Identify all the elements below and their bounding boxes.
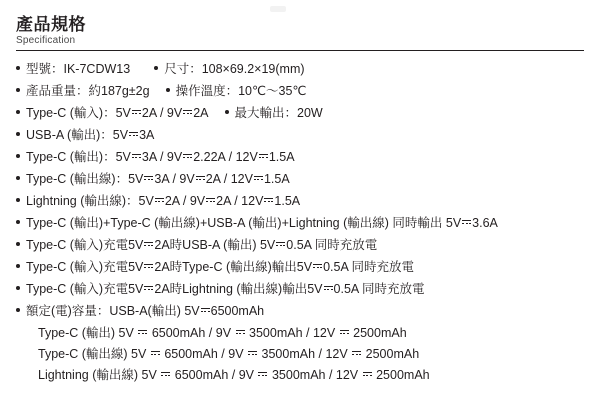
spec-text: 2A / 12V: [216, 194, 264, 208]
spec-text: Type-C (輸出線)：5V: [26, 172, 144, 186]
bullet-icon: [16, 66, 20, 70]
spec-text: 2A: [193, 106, 209, 120]
list-item: [16, 303, 264, 319]
spec-text: 3A: [139, 128, 155, 142]
spec-row: [16, 259, 584, 275]
spec-text: 2.22A / 12V: [193, 150, 258, 164]
spec-text: 0.5A 同時充放電: [333, 282, 425, 296]
dc-symbol-icon: [259, 150, 268, 161]
spec-text: 型號：IK-7CDW13: [26, 62, 131, 76]
dc-symbol-icon: [276, 238, 285, 249]
list-item: [16, 149, 295, 165]
spec-text: 3500mAh / 12V: [261, 347, 348, 361]
dc-symbol-icon: [151, 347, 160, 358]
list-item: [16, 193, 300, 209]
capacity-row: [16, 346, 584, 362]
list-item: [16, 83, 150, 99]
spec-text: 產品重量：約187g±2g: [26, 84, 150, 98]
dc-symbol-icon: [144, 260, 153, 271]
spec-text: 3500mAh / 12V: [249, 326, 336, 340]
spec-row: [16, 193, 584, 209]
list-item: [16, 171, 290, 187]
list-item: [16, 281, 425, 297]
dc-symbol-icon: [324, 282, 333, 293]
dc-symbol-icon: [144, 238, 153, 249]
list-item: [16, 259, 414, 275]
dc-symbol-icon: [196, 172, 205, 183]
spec-text: 2A時Type-C (輸出線)輸出5V: [154, 260, 313, 274]
spec-text: 1.5A: [268, 150, 295, 164]
list-item: [16, 127, 154, 143]
spec-row: [16, 105, 584, 121]
list-item: [154, 61, 304, 77]
dc-symbol-icon: [144, 282, 153, 293]
bullet-icon: [16, 198, 20, 202]
bullet-icon: [16, 176, 20, 180]
dc-symbol-icon: [183, 106, 192, 117]
title-english: Specification: [16, 35, 76, 46]
bullet-icon: [16, 242, 20, 246]
dc-symbol-icon: [129, 128, 138, 139]
dc-symbol-icon: [254, 172, 263, 183]
dc-symbol-icon: [183, 150, 192, 161]
spec-text: 2A / 12V: [205, 172, 253, 186]
capacity-row: [16, 367, 584, 383]
list-item: [225, 105, 323, 121]
bullet-icon: [16, 88, 20, 92]
spec-row: [16, 281, 584, 297]
spec-text: Type-C (輸入)充電5V: [26, 282, 144, 296]
bullet-icon: [225, 110, 229, 114]
spec-row: [16, 83, 584, 99]
spec-row: [16, 171, 584, 187]
bullet-icon: [154, 66, 158, 70]
capacity-row: [16, 325, 584, 341]
list-item: [16, 215, 498, 231]
spec-text: 2500mAh: [353, 326, 407, 340]
spec-row: [16, 237, 584, 253]
spec-text: Type-C (輸入)充電5V: [26, 238, 144, 252]
spec-text: Type-C (輸入)：5V: [26, 106, 131, 120]
spec-text: 2A時USB-A (輸出) 5V: [154, 238, 276, 252]
spec-text: 2A / 9V: [141, 106, 183, 120]
spec-text: Type-C (輸出)：5V: [26, 150, 131, 164]
spec-row: [16, 61, 584, 77]
spec-text: Lightning (輸出線)：5V: [26, 194, 154, 208]
dc-symbol-icon: [363, 368, 372, 379]
spec-text: 3.6A: [472, 216, 498, 230]
spec-text: Type-C (輸出)+Type-C (輸出線)+USB-A (輸出)+Lightning (輸出線) 同時輸出 5V: [26, 216, 462, 230]
bullet-icon: [16, 264, 20, 268]
dc-symbol-icon: [138, 326, 147, 337]
spec-text: 2500mAh: [365, 347, 420, 361]
spec-text: 6500mAh / 9V: [151, 326, 232, 340]
spec-text: 操作溫度：10℃～35℃: [175, 84, 307, 98]
bullet-icon: [16, 220, 20, 224]
spec-text: 最大輸出：20W: [234, 106, 323, 120]
spec-text: Lightning (輸出線) 5V: [38, 368, 157, 382]
spec-text: Type-C (輸出) 5V: [38, 326, 134, 340]
spec-text: 3A / 9V: [141, 150, 183, 164]
list-item: [16, 105, 209, 121]
spec-text: 額定(電)容量：USB-A(輸出) 5V: [26, 304, 200, 318]
dc-symbol-icon: [236, 326, 245, 337]
dc-symbol-icon: [248, 347, 257, 358]
dc-symbol-icon: [206, 194, 215, 205]
dc-symbol-icon: [340, 326, 349, 337]
spec-text: 尺寸：108×69.2×19(mm): [164, 62, 305, 76]
dc-symbol-icon: [144, 172, 153, 183]
spec-text: 1.5A: [274, 194, 301, 208]
spec-text: Type-C (輸入)充電5V: [26, 260, 144, 274]
spec-text: 2500mAh: [376, 368, 430, 382]
dc-symbol-icon: [258, 368, 267, 379]
dc-symbol-icon: [132, 106, 141, 117]
spec-text: 1.5A: [263, 172, 290, 186]
spec-text: 3500mAh / 12V: [271, 368, 359, 382]
list-item: [16, 237, 377, 253]
dc-symbol-icon: [313, 260, 322, 271]
dc-symbol-icon: [155, 194, 164, 205]
page-title: [16, 14, 584, 51]
dc-symbol-icon: [201, 304, 210, 315]
dc-symbol-icon: [352, 347, 361, 358]
bullet-icon: [16, 154, 20, 158]
spec-row: [16, 215, 584, 231]
spec-row: [16, 303, 584, 319]
spec-text: 6500mAh / 9V: [164, 347, 244, 361]
spec-text: 3A / 9V: [154, 172, 195, 186]
spec-text: 0.5A 同時充放電: [286, 238, 378, 252]
title-chinese: 產品規格: [16, 15, 86, 34]
title-divider: [16, 50, 584, 51]
spec-text: Type-C (輸出線) 5V: [38, 347, 147, 361]
bullet-icon: [16, 286, 20, 290]
specification-list: [16, 51, 584, 319]
bullet-icon: [16, 308, 20, 312]
decorative-mark: [270, 6, 286, 12]
bullet-icon: [16, 132, 20, 136]
spec-text: 6500mAh: [210, 304, 265, 318]
dc-symbol-icon: [462, 216, 471, 227]
spec-text: 2A / 9V: [164, 194, 206, 208]
dc-symbol-icon: [161, 368, 170, 379]
spec-text: 6500mAh / 9V: [174, 368, 254, 382]
list-item: [166, 83, 307, 99]
list-item: [16, 61, 130, 77]
bullet-icon: [166, 88, 170, 92]
spec-row: [16, 127, 584, 143]
dc-symbol-icon: [264, 194, 273, 205]
dc-symbol-icon: [132, 150, 141, 161]
spec-row: [16, 149, 584, 165]
spec-text: 0.5A 同時充放電: [323, 260, 415, 274]
spec-text: 2A時Lightning (輸出線)輸出5V: [154, 282, 323, 296]
spec-text: USB-A (輸出)：5V: [26, 128, 129, 142]
bullet-icon: [16, 110, 20, 114]
